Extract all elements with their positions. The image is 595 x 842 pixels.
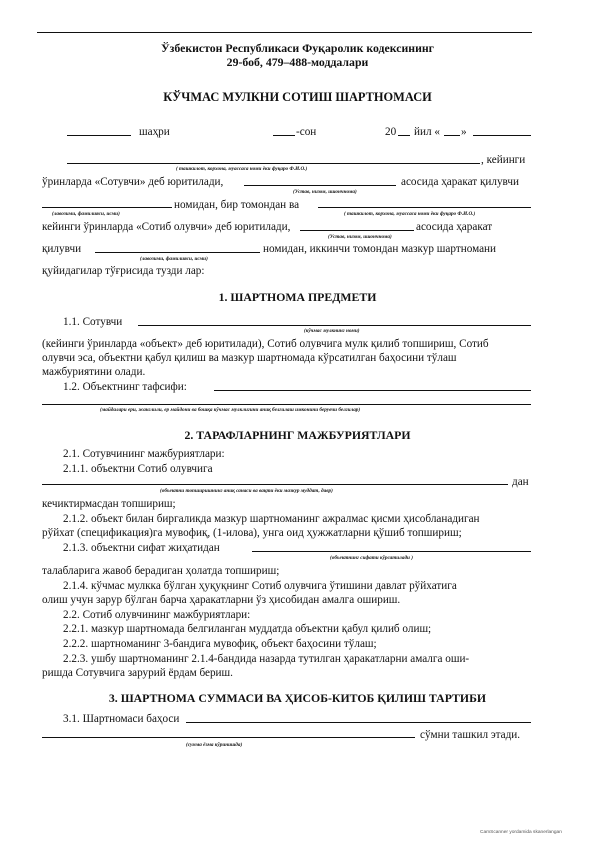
time-caption: (объектни топширишнинг аниқ санаси ва вақти ёки мазкур муддат, давр) bbox=[160, 488, 333, 494]
clause-2-2-3-line1: 2.2.3. ушбу шартноманинг 2.1.4-бандида назарда тутилган ҳаракатларни амалга оши- bbox=[63, 653, 470, 665]
clause-2-2: 2.2. Сотиб олувчининг мажбуриятлари: bbox=[63, 609, 251, 621]
document-title: КЎЧМАС МУЛКНИ СОТИШ ШАРТНОМАСИ bbox=[163, 90, 432, 104]
scanner-watermark: CamScanner yordamida skanerlangan bbox=[480, 830, 562, 835]
seller-text: ўринларда «Сотувчи» деб юритилади, bbox=[42, 176, 224, 188]
buyer-text: кейинги ўринларда «Сотиб олувчи» деб юритилади, bbox=[42, 221, 291, 233]
clause-2-2-1: 2.2.1. мазкур шартномада белгиланган муддатда объектни қабул қилиб олиш; bbox=[63, 623, 432, 635]
clause-2-1-4-line2: олиш учун зарур бўлган барча ҳаракатларни ўз ҳисобидан амалга ошириш. bbox=[42, 594, 401, 606]
basis1-caption: (Устав, низом, ишончнома) bbox=[293, 189, 357, 195]
clause-2-1: 2.1. Сотувчининг мажбуриятлари: bbox=[63, 448, 225, 460]
header-articles-line: 29-боб, 479–488-моддалари bbox=[226, 55, 369, 69]
seller-basis-text: асосида ҳаракат қилувчи bbox=[401, 176, 520, 188]
description-caption: (майдалари ери, жанглили, ер майдони ва бошқа кўчмас мулклигини аниқ белгилаш имконини берувчи белгилар) bbox=[100, 407, 361, 413]
quality-caption: (объектнинг сифати кўрсатилади ) bbox=[330, 555, 413, 561]
clause-3-1-end: сўмни ташкил этади. bbox=[420, 729, 521, 741]
name1-caption: (лавозими, фамилияси, исми) bbox=[52, 211, 120, 217]
sum-caption: (сумма ёзма кўринишда) bbox=[186, 742, 243, 748]
after-party-text: , кейинги bbox=[481, 154, 526, 166]
clause-1-1-line1: (кейинги ўринларда «объект» деб юритилади), Сотиб олувчига мулк қилиб топшириш, Сотиб bbox=[42, 338, 489, 350]
clause-2-2-3-line2: ришда Сотувчига зарурий ёрдам бериш. bbox=[42, 667, 233, 679]
section1-heading: 1. ШАРТНОМА ПРЕДМЕТИ bbox=[218, 290, 377, 304]
price-field[interactable] bbox=[186, 722, 531, 723]
number-label: -сон bbox=[296, 126, 317, 138]
clause-2-1-1: 2.1.1. объектни Сотиб олувчига bbox=[63, 463, 213, 475]
party1-side-text: номидан, бир томондан ва bbox=[174, 199, 300, 211]
party2-caption: ( ташкилот, корхона, муассаса номи ёки фуқаро Ф.И.О.) bbox=[344, 211, 476, 217]
clause-2-1-1-end: кечиктирмасдан топшириш; bbox=[42, 498, 176, 510]
year-prefix: 20 bbox=[385, 126, 397, 138]
buyer-name-field[interactable] bbox=[318, 207, 531, 208]
buyer-basis-field[interactable] bbox=[300, 230, 414, 231]
clause-1-1-line3: мажбуриятини олади. bbox=[42, 366, 146, 378]
clause-2-2-2: 2.2.2. шартноманинг 3-бандига мувофиқ, объект баҳосини тўлаш; bbox=[63, 638, 377, 650]
buyer-basis-text: асосида ҳаракат bbox=[416, 221, 493, 233]
buyer-rep-field[interactable] bbox=[95, 252, 260, 253]
number-field[interactable] bbox=[273, 135, 295, 136]
clause-1-1-label: 1.1. Сотувчи bbox=[63, 316, 123, 328]
object-caption: (кўчмас мулкнинг номи) bbox=[304, 328, 360, 334]
quality-field[interactable] bbox=[252, 551, 531, 552]
name2-caption: (лавозими, фамилияси, исми) bbox=[140, 256, 208, 262]
month-field[interactable] bbox=[473, 135, 531, 136]
party2-side-text: номидан, иккинчи томондан мазкур шартномани bbox=[263, 243, 497, 255]
seller-basis-field[interactable] bbox=[244, 185, 396, 186]
clause-2-1-4-line1: 2.1.4. кўчмас мулкка бўлган ҳуқуқнинг Сотиб олувчига ўтишини давлат рўйхатига bbox=[63, 580, 457, 592]
clause-2-1-3: 2.1.3. объектни сифат жиҳатидан bbox=[63, 542, 220, 554]
section3-heading: 3. ШАРТНОМА СУММАСИ ВА ҲИСОБ-КИТОБ ҚИЛИШ ТАРТИБИ bbox=[108, 691, 487, 705]
clause-2-1-3-end: талабларига жавоб берадиган ҳолатда топшириш; bbox=[42, 565, 280, 577]
object-description-field[interactable] bbox=[214, 390, 531, 391]
clause-1-1-line2: олувчи эса, объектни қабул қилиш ва мазкур шартномада кўрсатилган баҳосини тўлаш bbox=[42, 352, 457, 364]
object-name-field[interactable] bbox=[138, 325, 531, 326]
quote-close: » bbox=[461, 126, 467, 138]
party1-caption: ( ташкилот, корхона, муассаса номи ёки фуқаро Ф.И.О.) bbox=[176, 166, 308, 172]
basis2-caption: (Устав, низом, ишончнома) bbox=[328, 234, 392, 240]
price-words-field[interactable] bbox=[42, 737, 415, 738]
clause-2-1-2-line2: рўйхат (спецификация)га мувофиқ, (1-илова), унга оид ҳужжатларни қўшиб топшириш; bbox=[42, 527, 462, 539]
handover-date-field[interactable] bbox=[42, 484, 508, 485]
city-field[interactable] bbox=[67, 135, 131, 136]
top-rule bbox=[37, 32, 532, 33]
section2-heading: 2. ТАРАФЛАРНИНГ МАЖБУРИЯТЛАРИ bbox=[184, 428, 411, 442]
day-field[interactable] bbox=[444, 135, 460, 136]
city-label: шаҳри bbox=[139, 126, 170, 138]
dan-text: дан bbox=[512, 476, 529, 488]
agreed-text: қуйидагилар тўғрисида тузди лар: bbox=[42, 265, 205, 277]
year-field[interactable] bbox=[398, 135, 410, 136]
year-word: йил « bbox=[414, 126, 440, 138]
seller-name-field[interactable] bbox=[67, 163, 480, 164]
acting-text: қилувчи bbox=[42, 243, 82, 255]
clause-1-2-label: 1.2. Объектнинг тафсифи: bbox=[63, 381, 187, 393]
clause-3-1: 3.1. Шартномаси баҳоси bbox=[63, 713, 180, 725]
object-description-field-2[interactable] bbox=[42, 404, 531, 405]
clause-2-1-2-line1: 2.1.2. объект билан биргаликда мазкур шартноманинг ажралмас қисми ҳисобланадиган bbox=[63, 513, 480, 525]
header-code-line: Ўзбекистон Республикаси Фуқаролик кодексининг bbox=[160, 41, 435, 55]
seller-rep-field[interactable] bbox=[42, 207, 172, 208]
